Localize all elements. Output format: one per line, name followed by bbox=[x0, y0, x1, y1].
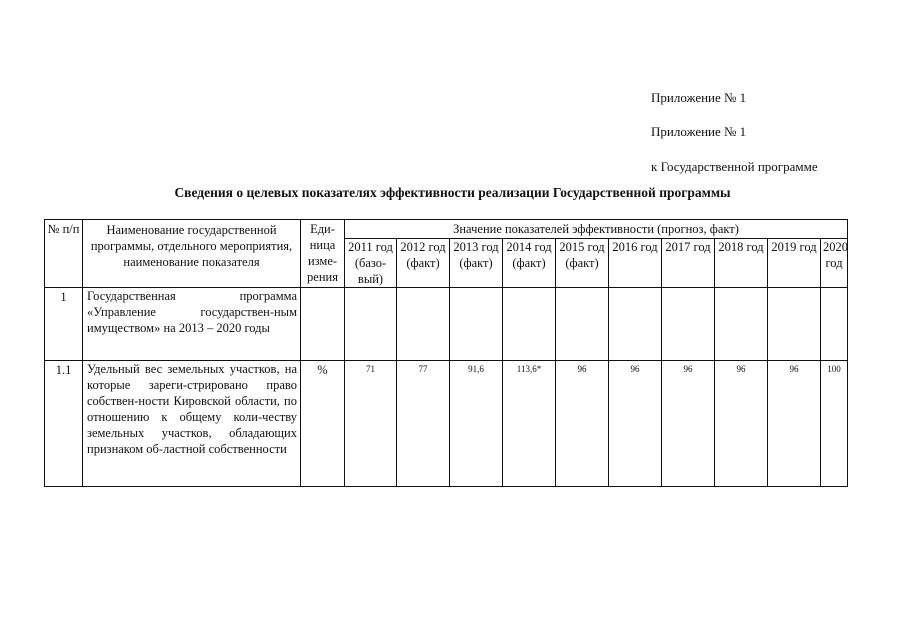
header-year: 2012 год (факт) bbox=[397, 239, 450, 288]
value-cell: 113,6* bbox=[503, 361, 556, 487]
header-name: Наименование государственной программы, отдельного мероприятия, наименование показателя bbox=[83, 220, 301, 288]
value-cell: 96 bbox=[662, 361, 715, 487]
row-unit bbox=[301, 288, 345, 361]
value-cell bbox=[768, 288, 821, 361]
header-year: 2017 год bbox=[662, 239, 715, 288]
value-cell: 71 bbox=[345, 361, 397, 487]
header-values-group: Значение показателей эффективности (прогноз, факт) bbox=[345, 220, 848, 239]
table-row bbox=[45, 288, 848, 361]
value-cell bbox=[450, 288, 503, 361]
header-year: 2020 год bbox=[821, 239, 848, 288]
header-year: 2014 год (факт) bbox=[503, 239, 556, 288]
header-num: № п/п bbox=[45, 220, 83, 288]
row-name: Удельный вес земельных участков, на которые зареги-стрировано право собствен-ности Кировской области, по отношению к общему коли-честву земельных участков, обладающих признаком об-ластной собственности bbox=[83, 361, 301, 487]
appendix-program-ref: к Государственной программе bbox=[651, 159, 818, 174]
table-row bbox=[45, 361, 848, 487]
value-cell bbox=[715, 288, 768, 361]
header-year: 2013 год (факт) bbox=[450, 239, 503, 288]
row-name: Государственная программа «Управление государствен-ным имуществом» на 2013 – 2020 годы bbox=[83, 288, 301, 361]
header-year: 2011 год (базо-вый) bbox=[345, 239, 397, 288]
value-cell bbox=[609, 288, 662, 361]
value-cell: 96 bbox=[768, 361, 821, 487]
value-cell: 91,6 bbox=[450, 361, 503, 487]
header-year: 2019 год bbox=[768, 239, 821, 288]
appendix-line-1: Приложение № 1 bbox=[651, 90, 747, 105]
value-cell: 96 bbox=[609, 361, 662, 487]
value-cell bbox=[503, 288, 556, 361]
value-cell bbox=[662, 288, 715, 361]
document-title: Сведения о целевых показателях эффективности реализации Государственной программы bbox=[174, 185, 731, 200]
header-unit: Еди-ница изме-рения bbox=[301, 220, 345, 288]
header-year: 2018 год bbox=[715, 239, 768, 288]
row-num: 1.1 bbox=[45, 361, 83, 487]
value-cell bbox=[345, 288, 397, 361]
value-cell: 96 bbox=[556, 361, 609, 487]
row-num: 1 bbox=[45, 288, 83, 361]
value-cell: 100 bbox=[821, 361, 848, 487]
header-year: 2016 год bbox=[609, 239, 662, 288]
header-year: 2015 год (факт) bbox=[556, 239, 609, 288]
value-cell bbox=[556, 288, 609, 361]
indicators-table bbox=[44, 219, 848, 487]
value-cell: 96 bbox=[715, 361, 768, 487]
appendix-line-2: Приложение № 1 bbox=[651, 124, 747, 139]
value-cell: 77 bbox=[397, 361, 450, 487]
row-unit: % bbox=[301, 361, 345, 487]
value-cell bbox=[397, 288, 450, 361]
value-cell bbox=[821, 288, 848, 361]
